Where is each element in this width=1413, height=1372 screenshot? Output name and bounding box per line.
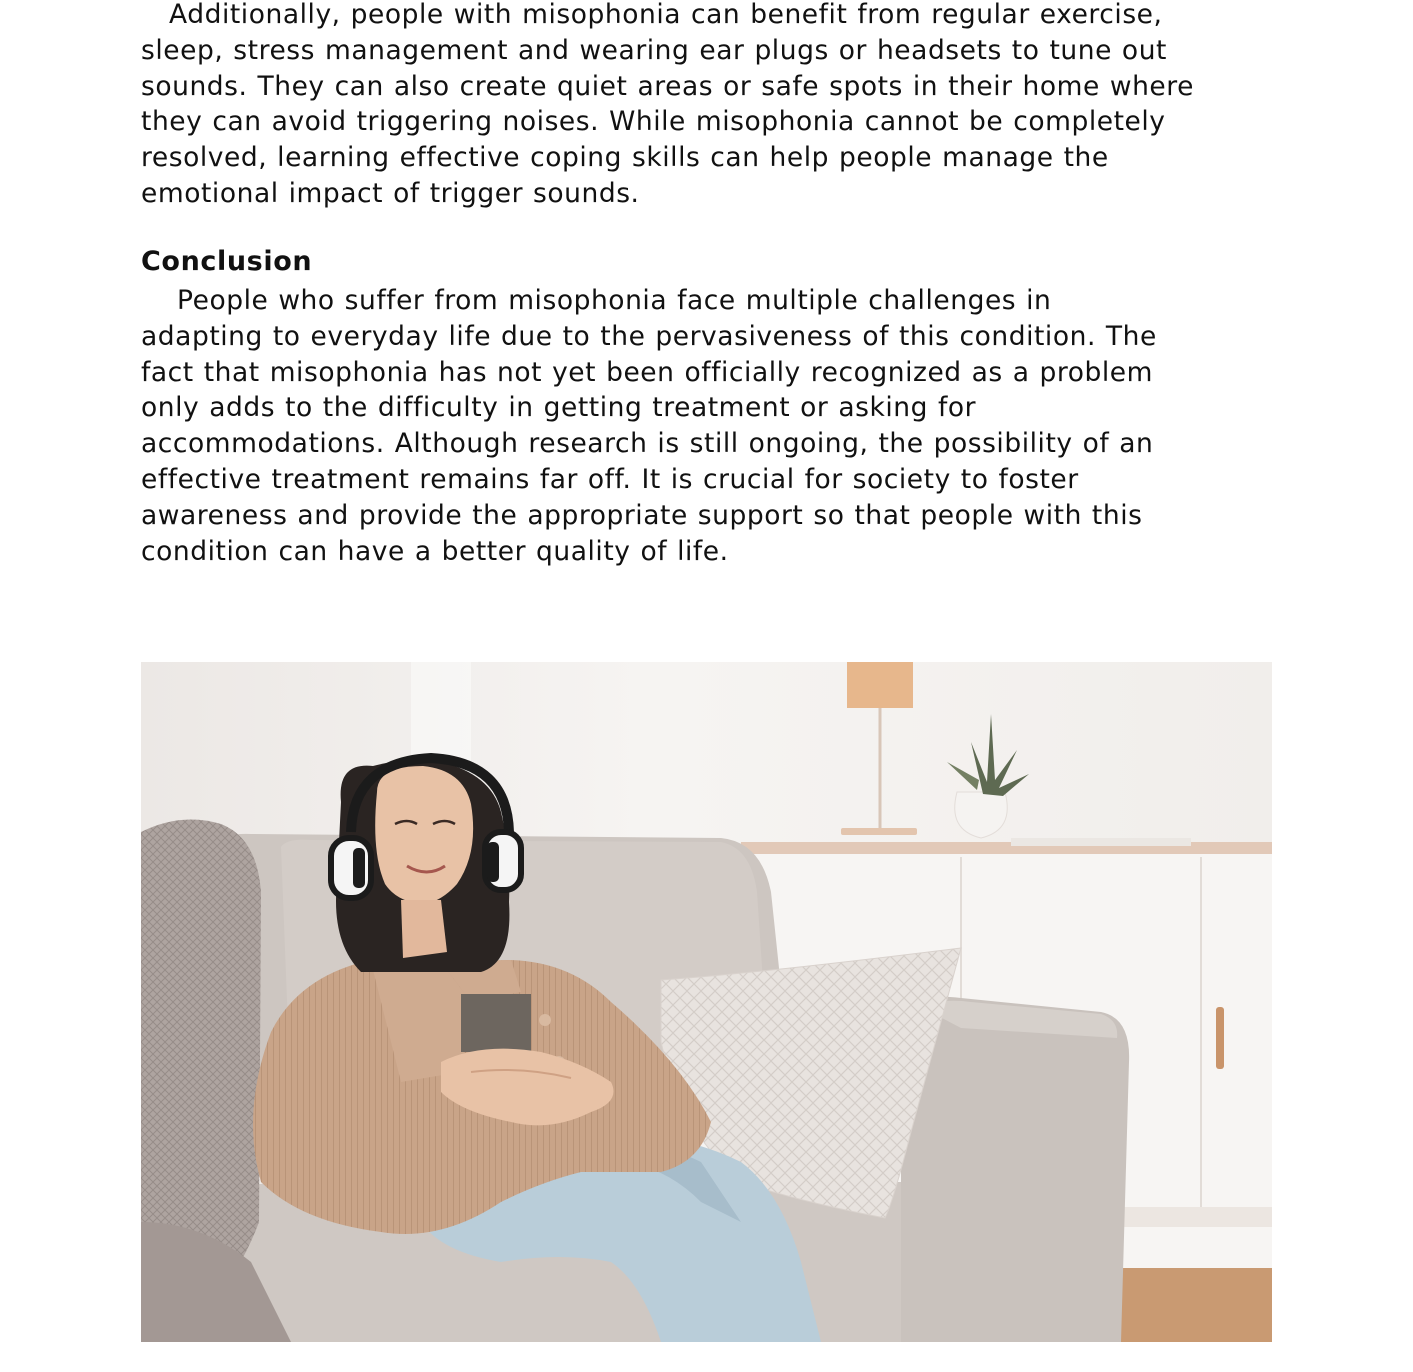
text-line: resolved, learning effective coping skills can help people manage the bbox=[141, 142, 1109, 174]
text-line: adapting to everyday life due to the pervasiveness of this condition. The bbox=[141, 320, 1157, 352]
text-line: they can avoid triggering noises. While misophonia cannot be completely bbox=[141, 106, 1166, 138]
text-line: fact that misophonia has not yet been officially recognized as a problem bbox=[141, 356, 1154, 388]
section-heading-conclusion: Conclusion bbox=[141, 246, 313, 277]
text-line: effective treatment remains far off. It is crucial for society to foster bbox=[141, 463, 1079, 495]
text-line: only adds to the difficulty in getting treatment or asking for bbox=[141, 392, 977, 424]
text-line: condition can have a better quality of life. bbox=[141, 535, 729, 567]
text-line: sounds. They can also create quiet areas or safe spots in their home where bbox=[141, 70, 1195, 102]
text-line: Additionally, people with misophonia can benefit from regular exercise, bbox=[169, 0, 1163, 30]
text-line: sleep, stress management and wearing ear plugs or headsets to tune out bbox=[141, 34, 1167, 66]
paragraph-conclusion bbox=[141, 283, 1157, 569]
photo-woman-relaxing-with-headphones bbox=[141, 662, 1272, 1342]
text-line: People who suffer from misophonia face multiple challenges in bbox=[177, 285, 1052, 316]
paragraph-coping bbox=[141, 0, 1194, 212]
text-line: accommodations. Although research is still ongoing, the possibility of an bbox=[141, 428, 1154, 460]
text-line: awareness and provide the appropriate support so that people with this bbox=[141, 499, 1143, 531]
text-line: emotional impact of trigger sounds. bbox=[141, 177, 640, 209]
